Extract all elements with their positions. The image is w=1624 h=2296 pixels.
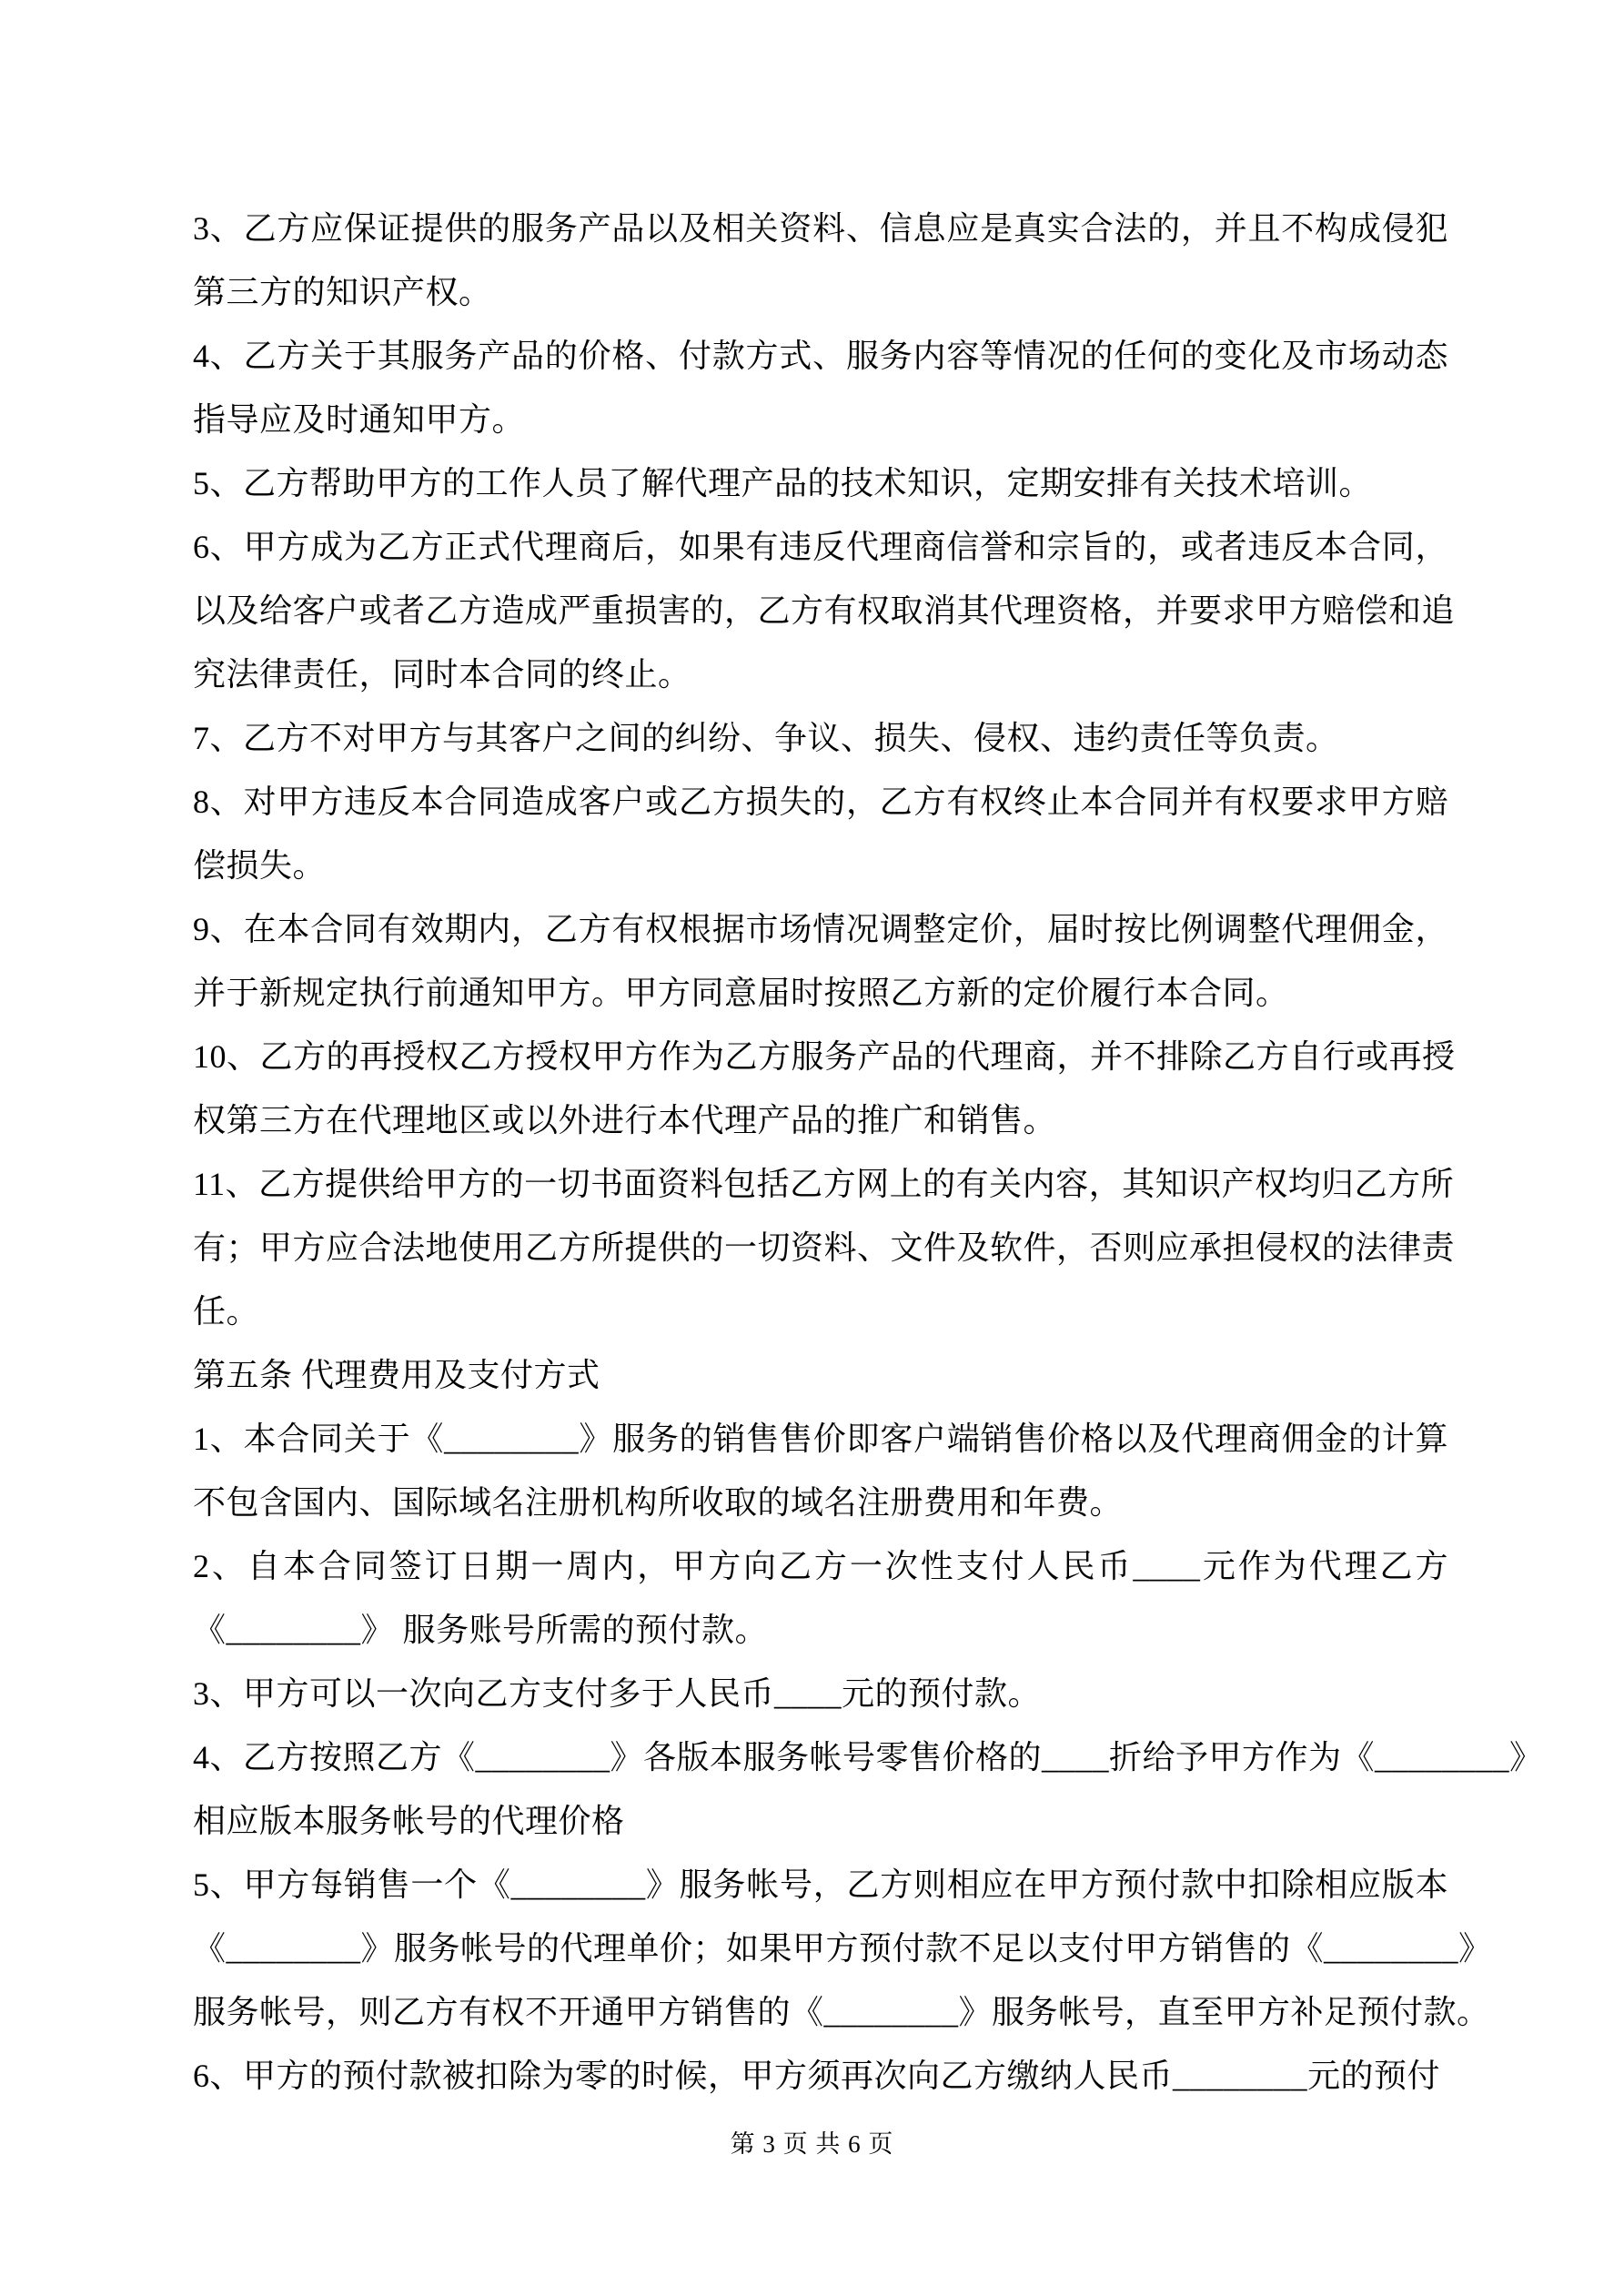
text-line: 指导应及时通知甲方。 (193, 401, 526, 438)
contract-body-text (193, 197, 1543, 2108)
text-line: 6、甲方的预付款被扣除为零的时候，甲方须再次向乙方缴纳人民币________元的预付 (193, 2058, 1441, 2094)
text-line: 并于新规定执行前通知甲方。甲方同意届时按照乙方新的定价履行本合同。 (193, 975, 1289, 1011)
text-line: 以及给客户或者乙方造成严重损害的，乙方有权取消其代理资格，并要求甲方赔偿和追 (193, 592, 1456, 629)
text-line: 相应版本服务帐号的代理价格 (193, 1803, 625, 1839)
text-line: 究法律责任，同时本合同的终止。 (193, 656, 691, 693)
page-footer (0, 2126, 1624, 2162)
text-line: 2、自本合同签订日期一周内，甲方向乙方一次性支付人民币____元作为代理乙方 (193, 1548, 1448, 1584)
text-line: 权第三方在代理地区或以外进行本代理产品的推广和销售。 (193, 1102, 1057, 1138)
text-line: 4、乙方按照乙方《________》各版本服务帐号零售价格的____折给予甲方作为《________》 (193, 1739, 1543, 1775)
text-line: 第三方的知识产权。 (193, 274, 492, 310)
text-line: 3、乙方应保证提供的服务产品以及相关资料、信息应是真实合法的，并且不构成侵犯 (193, 210, 1448, 247)
text-line: 《________》服务帐号的代理单价；如果甲方预付款不足以支付甲方销售的《________》 (193, 1930, 1492, 1967)
text-line: 6、甲方成为乙方正式代理商后，如果有违反代理商信誉和宗旨的，或者违反本合同， (193, 529, 1448, 565)
text-line: 《________》 服务账号所需的预付款。 (193, 1612, 769, 1648)
text-line: 3、甲方可以一次向乙方支付多于人民币____元的预付款。 (193, 1675, 1042, 1712)
text-line: 任。 (193, 1293, 260, 1330)
page-number-text: 第 3 页 共 6 页 (730, 2130, 894, 2158)
text-line: 服务帐号，则乙方有权不开通甲方销售的《________》服务帐号，直至甲方补足预付款。 (193, 1994, 1490, 2030)
text-line: 1、本合同关于《________》服务的销售售价即客户端销售价格以及代理商佣金的计算 (193, 1421, 1448, 1457)
text-line: 不包含国内、国际域名注册机构所收取的域名注册费用和年费。 (193, 1484, 1124, 1521)
text-line: 11、乙方提供给甲方的一切书面资料包括乙方网上的有关内容，其知识产权均归乙方所 (193, 1166, 1455, 1202)
text-line: 7、乙方不对甲方与其客户之间的纠纷、争议、损失、侵权、违约责任等负责。 (193, 720, 1339, 756)
text-line: 偿损失。 (193, 847, 327, 884)
text-line: 5、乙方帮助甲方的工作人员了解代理产品的技术知识，定期安排有关技术培训。 (193, 465, 1373, 501)
text-line: 8、对甲方违反本合同造成客户或乙方损失的，乙方有权终止本合同并有权要求甲方赔 (193, 784, 1448, 820)
text-line: 9、在本合同有效期内，乙方有权根据市场情况调整定价，届时按比例调整代理佣金， (193, 911, 1448, 947)
text-line: 5、甲方每销售一个《________》服务帐号，乙方则相应在甲方预付款中扣除相应版本 (193, 1866, 1448, 1903)
text-line: 10、乙方的再授权乙方授权甲方作为乙方服务产品的代理商，并不排除乙方自行或再授 (193, 1038, 1456, 1075)
text-line: 有；甲方应合法地使用乙方所提供的一切资料、文件及软件，否则应承担侵权的法律责 (193, 1229, 1456, 1266)
text-line: 第五条 代理费用及支付方式 (193, 1357, 600, 1393)
text-line: 4、乙方关于其服务产品的价格、付款方式、服务内容等情况的任何的变化及市场动态 (193, 338, 1448, 374)
